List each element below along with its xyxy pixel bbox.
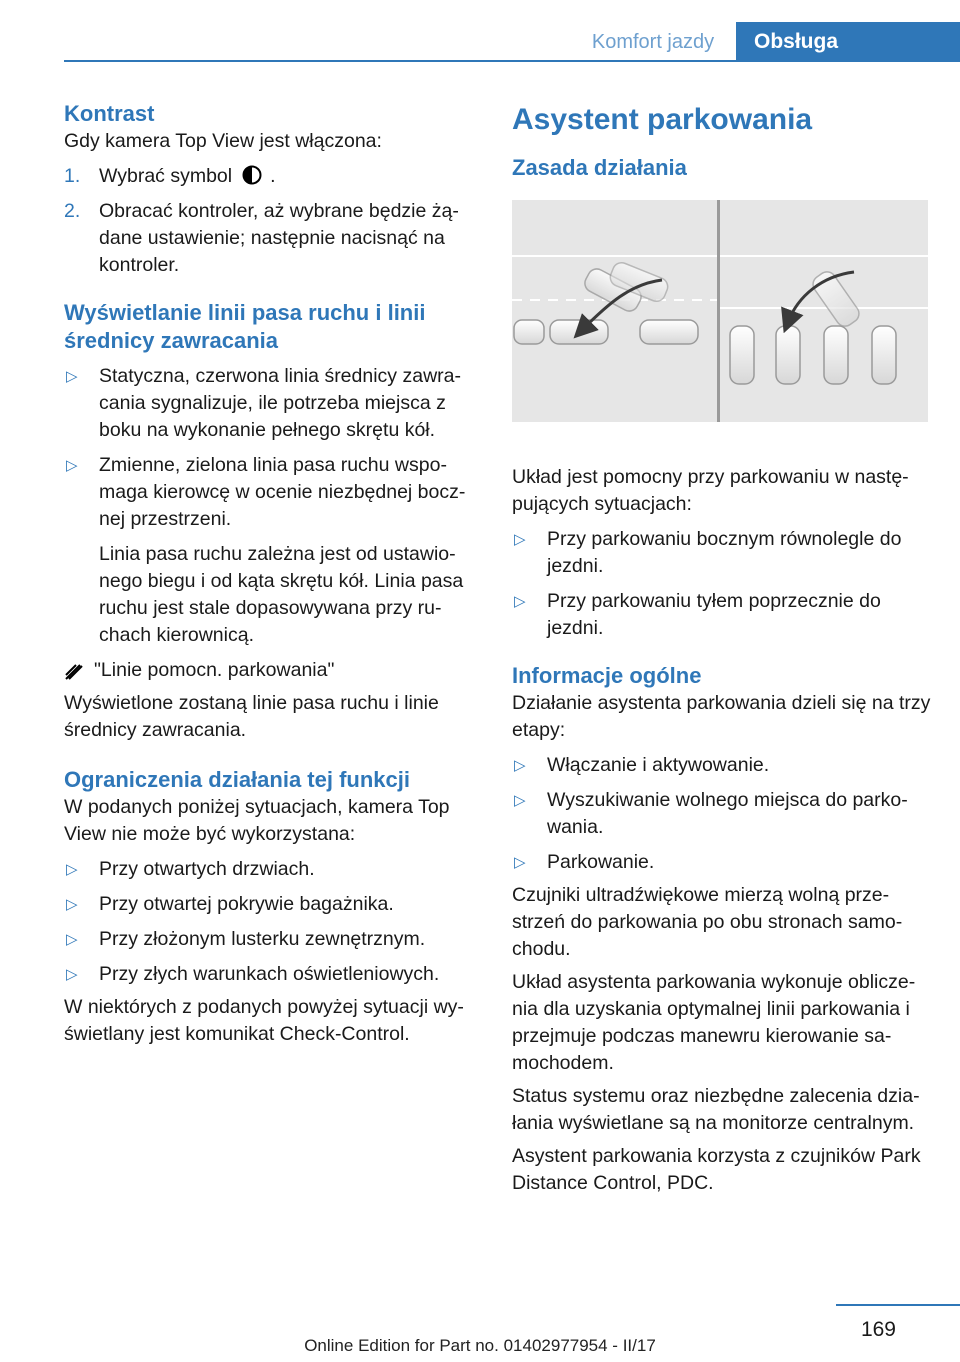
list-item xyxy=(512,787,932,841)
page-title: Asystent parkowania xyxy=(512,103,813,136)
header-rule xyxy=(64,60,960,62)
list-item xyxy=(64,961,484,988)
bullet-icon: ▷ xyxy=(66,966,78,983)
general-heading: Informacje ogólne xyxy=(512,663,702,688)
general-intro: Działanie asystenta parkowania dzieli się na trzy etapy: xyxy=(512,692,931,741)
header-tab-komfort-jazdy[interactable]: Komfort jazdy xyxy=(591,31,715,53)
limits-intro: W podanych poniżej sytuacjach, kamera Top View nie może być wykorzystana: xyxy=(64,796,450,845)
kontrast-heading: Kontrast xyxy=(64,101,155,126)
step-text-after: . xyxy=(270,165,276,187)
edition-footer: Online Edition for Part no. 01402977954 - II/17 xyxy=(304,1336,656,1355)
bullet-icon: ▷ xyxy=(514,792,526,809)
step-text: Obracać kontroler, aż wybrane będzie żą‐dane ustawienie; następnie nacisnąć na kontroler. xyxy=(99,200,459,276)
list-item xyxy=(512,849,932,876)
bullet-icon: ▷ xyxy=(66,896,78,913)
paragraph: Czujniki ultradźwiękowe mierzą wolną prze‐strzeń do parkowania po obu stronach samo‐chodu. xyxy=(512,884,903,960)
bullet-icon: ▷ xyxy=(514,593,526,610)
footer-rule xyxy=(836,1304,960,1306)
list-item-text: Przy otwartych drzwiach. xyxy=(99,858,315,880)
list-item-text: Przy otwartej pokrywie bagażnika. xyxy=(99,893,394,915)
list-item xyxy=(64,926,484,953)
bullet-icon: ▷ xyxy=(66,861,78,878)
list-item-text: Wyszukiwanie wolnego miejsca do parko‐wania. xyxy=(547,789,908,838)
paragraph: Status systemu oraz niezbędne zalecenia dzia‐łania wyświetlane są na monitorze centralnym. xyxy=(512,1085,920,1134)
bullet-icon: ▷ xyxy=(66,931,78,948)
list-item xyxy=(64,891,484,918)
list-item-text: Przy złych warunkach oświetleniowych. xyxy=(99,963,440,985)
step-text-before: Wybrać symbol xyxy=(99,165,233,187)
list-item-text: Parkowanie. xyxy=(547,851,655,873)
list-item-text: Zmienne, zielona linia pasa ruchu wspo‐maga kierowcę w ocenie niezbędnej bocz‐nej przestrzeni. xyxy=(99,454,466,530)
step-item xyxy=(64,198,484,279)
bullet-icon: ▷ xyxy=(66,457,78,474)
list-item-text: Statyczna, czerwona linia średnicy zawra‐cania sygnalizuje, ile potrzeba miejsca z boku na wykonanie pełnego skrętu kół. xyxy=(99,365,461,441)
step-item xyxy=(64,163,484,190)
list-item-text: Przy parkowaniu tyłem poprzecznie do jezdni. xyxy=(547,590,881,639)
principle-intro: Układ jest pomocny przy parkowaniu w nastę‐pujących sytuacjach: xyxy=(512,466,909,515)
lines-result: Wyświetlone zostaną linie pasa ruchu i linie średnicy zawracania. xyxy=(64,692,439,741)
list-item xyxy=(512,588,932,642)
lines-heading: Wyświetlanie linii pasa ruchu i linii średnicy zawracania xyxy=(64,300,426,353)
list-item xyxy=(512,752,932,779)
left-column xyxy=(64,100,484,1048)
step-number: 1. xyxy=(64,165,81,187)
list-item xyxy=(64,452,484,649)
list-item-text: Przy złożonym lusterku zewnętrznym. xyxy=(99,928,426,950)
list-item-text: Przy parkowaniu bocznym równolegle do jezdni. xyxy=(547,528,902,577)
list-item-text: Włączanie i aktywowanie. xyxy=(547,754,770,776)
principle-heading: Zasada działania xyxy=(512,155,687,180)
paragraph: Układ asystenta parkowania wykonuje oblicze‐nia dla uzyskania optymalnej linii parkowania i przejmuje podczas manewru kierowanie sa‐mochodem. xyxy=(512,971,916,1074)
page-number: 169 xyxy=(860,1318,896,1341)
parking-illustration xyxy=(512,200,928,422)
bullet-icon: ▷ xyxy=(66,368,78,385)
menu-pencil-icon xyxy=(64,661,84,681)
contrast-icon xyxy=(242,165,262,185)
list-item xyxy=(64,856,484,883)
paragraph: Asystent parkowania korzysta z czujników Park Distance Control, PDC. xyxy=(512,1145,921,1194)
menu-label: "Linie pomocn. parkowania" xyxy=(94,659,335,681)
limits-note: W niektórych z podanych powyżej sytuacji wy‐świetlany jest komunikat Check-Control. xyxy=(64,996,464,1045)
step-number: 2. xyxy=(64,200,81,222)
kontrast-intro: Gdy kamera Top View jest włączona: xyxy=(64,130,382,152)
header-tab-obsluga[interactable]: Obsługa xyxy=(736,22,960,62)
bullet-icon: ▷ xyxy=(514,531,526,548)
list-item-extra: Linia pasa ruchu zależna jest od ustawio‐nego biegu i od kąta skrętu kół. Linia pasa ruchu jest stale dopasowywana przy ru‐chach kierownicą. xyxy=(99,543,464,646)
menu-path xyxy=(64,657,484,684)
bullet-icon: ▷ xyxy=(514,757,526,774)
limits-heading: Ograniczenia działania tej funkcji xyxy=(64,767,410,792)
list-item xyxy=(512,526,932,580)
list-item xyxy=(64,363,484,444)
bullet-icon: ▷ xyxy=(514,854,526,871)
